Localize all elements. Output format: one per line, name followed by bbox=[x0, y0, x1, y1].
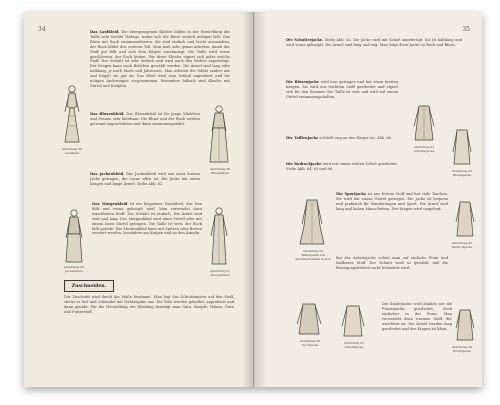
figure-caption: Abbildung 61 Morgenkleid bbox=[209, 269, 231, 277]
paragraph-text: Der Zuschnitt wird durch die Maße bestimmt. Man legt das Schnittmuster auf den Stoff, steckt es fest und schneidet mit Nahtzugabe aus. Die Teile werden geheftet, anprobiert und dann genäht. Für die Herstellung der Kleidung benötigt man Garn, Knöpfe, Haken, Ösen und Futterstoff. bbox=[64, 295, 234, 314]
figure-caption: Abbildung 58 Laufkleid bbox=[61, 147, 83, 155]
paragraph-lead: Das Jackenkleid. bbox=[90, 172, 125, 176]
paragraph-lead: Die Taillenjacke bbox=[286, 136, 319, 140]
paragraph-text: Das Jackenkleid wird mit einer kurzen Jacke getragen, die vorne offen ist. Die Jacke hat einen Kragen und lange Ärmel. Siehe Abb. 62. bbox=[90, 172, 200, 186]
paragraph bbox=[286, 136, 398, 158]
dress-illustration bbox=[62, 208, 86, 266]
paragraph-text: schließt eng an den Körper an. Abb. 66. bbox=[319, 136, 393, 140]
figure-caption: Abbildung 68 Kinderjacke bbox=[451, 345, 473, 353]
paragraph-text: Die übergezogenen Kleider bilden in der Herstellung der Taille sehr leichte Vorlage, wobei sich die Bluse einfach anlegen läßt. Das Bluse mit Rock zusammenfassen. Sie sind einfach und leicht anzuziehen, der Rock bildet den unteren Teil. Man muß sehr genau arbeiten, damit der Stoff gut fällt und sich dem Körper anschmiegt. Die Taille wird vorne geschlossen, der Rock hinten. Für diese Kleider eignet sich jeder weiche Stoff. Der Schnitt ist sehr einfach und wird nach den Maßen angefertigt. Der Kragen kann nach Belieben gewählt werden. Die Ärmel sind lang oder halblang, je nach Mode und Jahreszeit. Man arbeitet die Nähte sauber aus und bügelt sie gut ab. Das Kleid wird zum Schluß anprobiert und die nötigen Änderungen vorgenommen. Besonders hübsch sind Kleider mit Gürtel und Knöpfen. bbox=[90, 30, 230, 88]
section-heading: Zuschneiden. bbox=[64, 280, 114, 292]
paragraph-text: wird lose getragen und hat einen breiten Kragen. Sie wird aus leichtem Stoff gearbeitet und eignet sich für den Sommer. Die Taille ist weit und wird mit einem Gürtel zusammengehalten. bbox=[286, 80, 398, 99]
dress-illustration bbox=[206, 104, 232, 166]
paragraph-lead: Die Sportjacke bbox=[336, 192, 367, 196]
paragraph-text: Das Blusenkleid ist für junge Mädchen und Frauen sehr kleidsam. Die Bluse und der Rock werden getrennt zugeschnitten und dann zusammengenäht. bbox=[90, 112, 200, 126]
paragraph bbox=[286, 38, 462, 78]
page-number: 34 bbox=[38, 26, 46, 33]
figure-caption: Abbildung 64 Taillenjacke mit anschließendem Schoß bbox=[295, 249, 331, 261]
paragraph-text: Die Kinderjacke wird ähnlich wie die Frauenjacke gearbeitet, doch einfacher in der Form. Man verwendet dazu warmen Stoff, der waschbar ist. Die Ärmel werden lang gearbeitet und der Kragen ist klein. bbox=[382, 302, 452, 331]
paragraph-lead: Das Laufkleid. bbox=[90, 30, 120, 34]
paragraph bbox=[90, 30, 230, 108]
left-page bbox=[24, 12, 254, 387]
figure-caption: Abbildung 65 Radrockjacke bbox=[451, 241, 473, 249]
jacket-illustration bbox=[294, 302, 324, 338]
open-book bbox=[24, 12, 482, 387]
figure-caption: Abbildung 67 Arbeitsjacke bbox=[343, 341, 365, 349]
jacket-illustration bbox=[298, 198, 326, 248]
dress-illustration bbox=[206, 206, 232, 268]
jacket-illustration bbox=[338, 304, 368, 340]
paragraph-lead: Die Blusenjacke bbox=[286, 80, 319, 84]
figure-caption: Abbildung 59 Blusenkleid bbox=[209, 167, 231, 175]
dress-illustration bbox=[60, 84, 84, 146]
paragraph-lead: Die Schulterjacke. bbox=[286, 38, 324, 42]
paragraph bbox=[286, 80, 398, 132]
paragraph-lead: Das Morgenkleid bbox=[92, 202, 128, 206]
paragraph-text: Bei der Arbeitsjacke achtet man auf einfache Form und haltbaren Stoff. Der Schnitt wird so gewählt, daß die Bewegungsfreiheit nicht behindert wird. bbox=[336, 256, 448, 270]
paragraph-lead: Die Radrockjacke bbox=[286, 162, 322, 166]
paragraph bbox=[336, 192, 448, 252]
paragraph-text: ist ein bequemes Hauskleid, das lose fällt und vorne geknöpft wird. Man verwendet dazu waschbaren Stoff. Der Schnitt ist einfach. Die Ärmel sind weit und lang. Das Morgenkleid wird ohne Gürtel oder mit einem losen Gürtel getragen. Die Taille ist weit, der Rock fällt gerade. Das Morgenkleid kann mit Spitzen oder Borten verziert werden, besonders am Kragen und an den Ärmeln. bbox=[92, 202, 202, 236]
figure-caption: Abbildung 63 Blusenjacke bbox=[451, 169, 473, 177]
paragraph-text: Siehe Abb. 62. Die Jacke wird mit Schoß angefertigt. Sie ist halblang und wird vorne geknöpft. Die Ärmel sind lang und eng. Man trägt diese Jacke zu Rock und Bluse. bbox=[286, 38, 462, 47]
figure-caption: Abbildung 60 Jackenkleid bbox=[63, 265, 85, 273]
jacket-illustration bbox=[412, 104, 436, 144]
paragraph-text: ist aus festem Stoff und hat viele Taschen. Sie wird mit einem Gürtel getragen. Die Jacke ist bequem und praktisch für Wanderungen und Sport. Die Ärmel sind lang und haben Manschetten. Der Kragen wird umgelegt. bbox=[336, 192, 448, 211]
paragraph-lead: Das Blusenkleid. bbox=[90, 112, 125, 116]
jacket-illustration bbox=[454, 308, 476, 344]
jacket-illustration bbox=[454, 200, 476, 240]
paragraph bbox=[92, 202, 202, 270]
jacket-illustration bbox=[450, 128, 474, 168]
figure-caption: Abbildung 66 Sportjacke bbox=[299, 339, 321, 347]
paragraph bbox=[64, 295, 234, 351]
paragraph bbox=[286, 162, 398, 184]
paragraph bbox=[90, 112, 200, 170]
page-number: 35 bbox=[462, 26, 470, 33]
figure-caption: Abbildung 62 Schulterjacke bbox=[413, 145, 435, 153]
paragraph bbox=[336, 256, 448, 296]
paragraph bbox=[382, 302, 452, 362]
paragraph bbox=[90, 172, 200, 196]
paragraph-text: wird mit einem weiten Schoß gearbeitet. Siehe Abb. 64, 65 und 66. bbox=[286, 162, 398, 171]
right-page bbox=[254, 12, 482, 387]
